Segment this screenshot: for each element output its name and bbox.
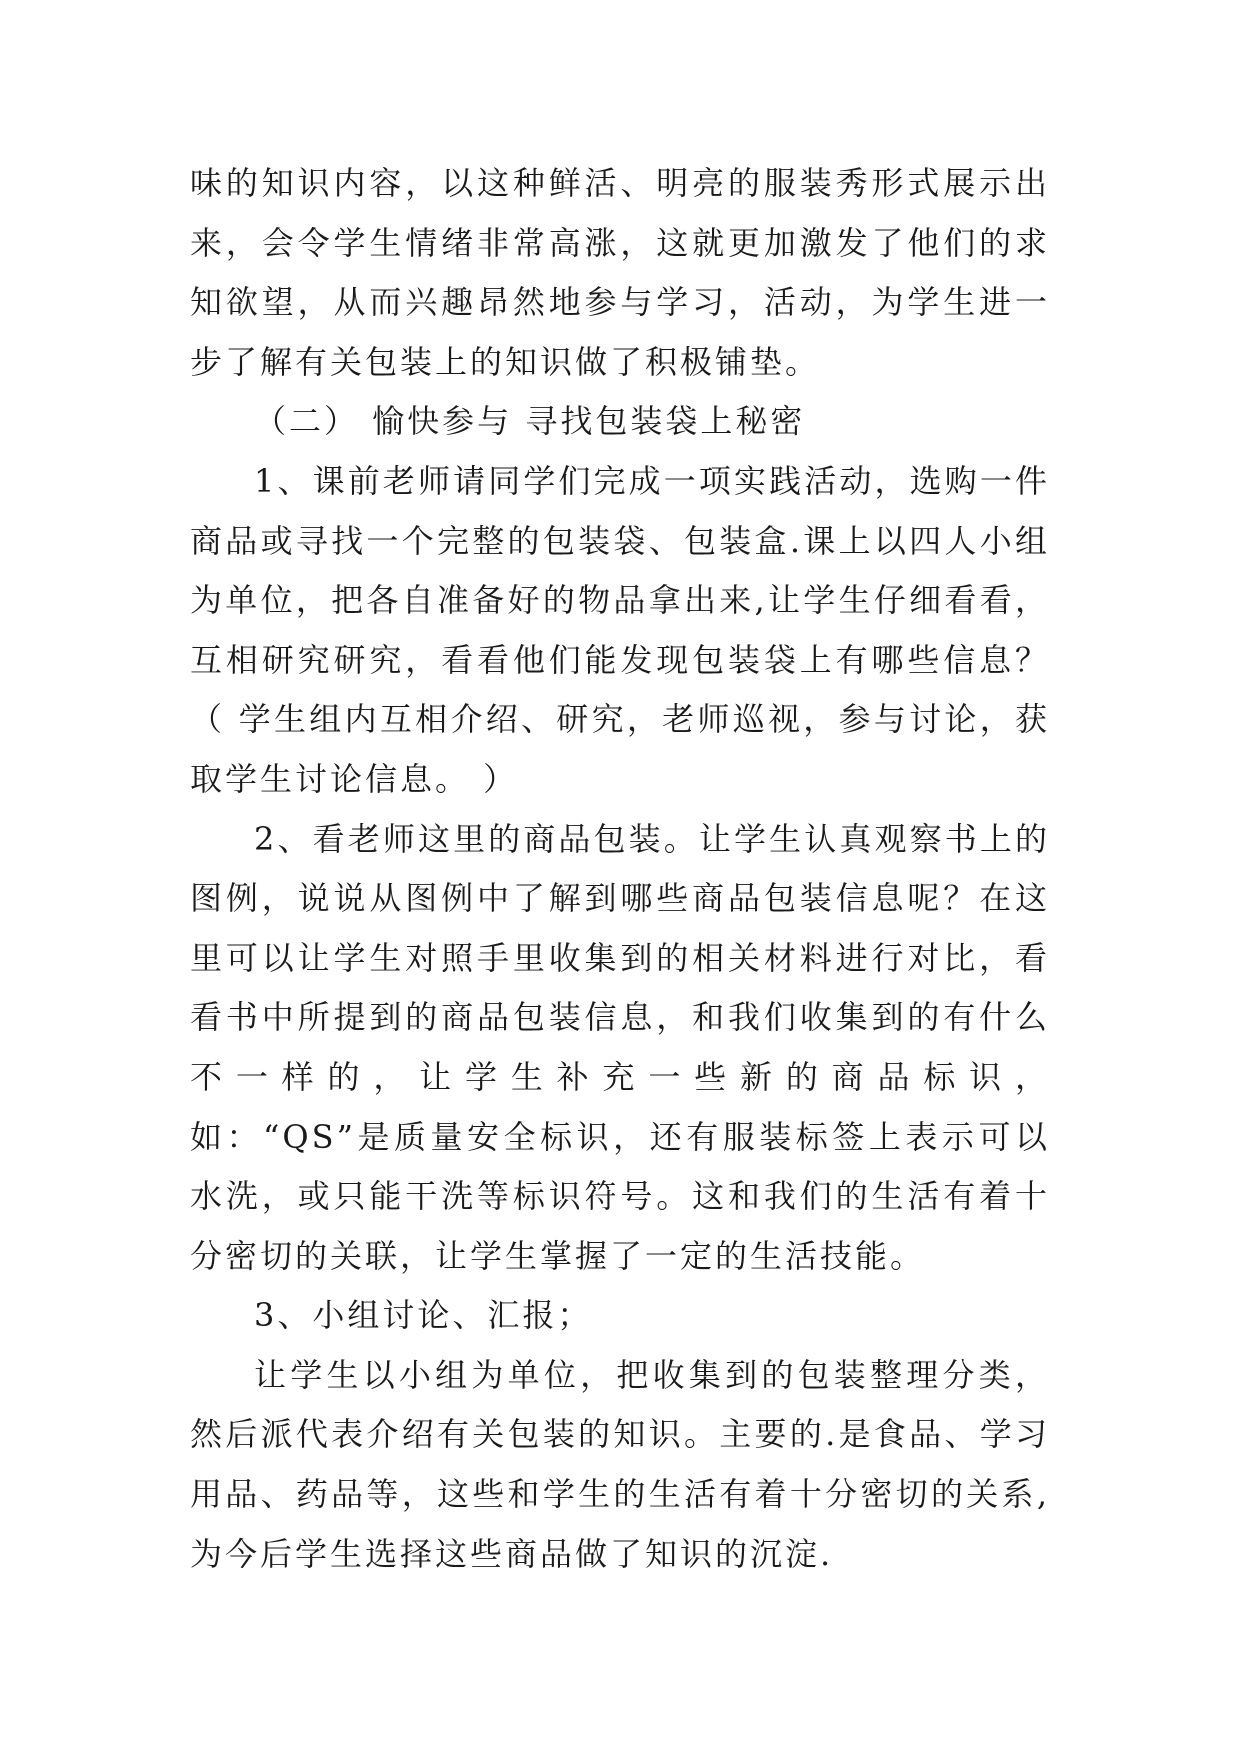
paragraph-step-2: 2、看老师这里的商品包装。让学生认真观察书上的图例，说说从图例中了解到哪些商品包装信息呢？在这里可以让学生对照手里收集到的相关材料进行对比，看看书中所提到的商品包装信息，和我们收集到的有什么不一样的，让学生补充一些新的商品标识，如：“QS”是质量安全标识，还有服装标签上表示可以水洗，或只能干洗等标识符号。这和我们的生活有着十分密切的关联，让学生掌握了一定的生活技能。 — [190, 819, 1050, 1275]
paragraph-step-1: 1、课前老师请同学们完成一项实践活动，选购一件商品或寻找一个完整的包装袋、包装盒.课上以四人小组为单位，把各自准备好的物品拿出来,让学生仔细看看，互相研究研究，看看他们能发现包装袋上有哪些信息？（ 学生组内互相介绍、研究，老师巡视，参与讨论，获取学生讨论信息。 ） — [190, 461, 1050, 798]
paragraph-continuation: 味的知识内容，以这种鲜活、明亮的服装秀形式展示出来，会令学生情绪非常高涨，这就更加激发了他们的求知欲望，从而兴趣昂然地参与学习，活动，为学生进一步了解有关包装上的知识做了积极铺垫。 — [190, 164, 1050, 381]
section-heading: （二） 愉快参与 寻找包装袋上秘密 — [254, 402, 806, 441]
document-body — [190, 154, 1050, 1584]
paragraph-step-3-body: 让学生以小组为单位，把收集到的包装整理分类，然后派代表介绍有关包装的知识。主要的.是食品、学习用品、药品等，这些和学生的生活有着十分密切的关系,为今后学生选择这些商品做了知识的沉淀. — [190, 1355, 1050, 1573]
paragraph-step-3-heading: 3、小组讨论、汇报； — [254, 1296, 593, 1335]
